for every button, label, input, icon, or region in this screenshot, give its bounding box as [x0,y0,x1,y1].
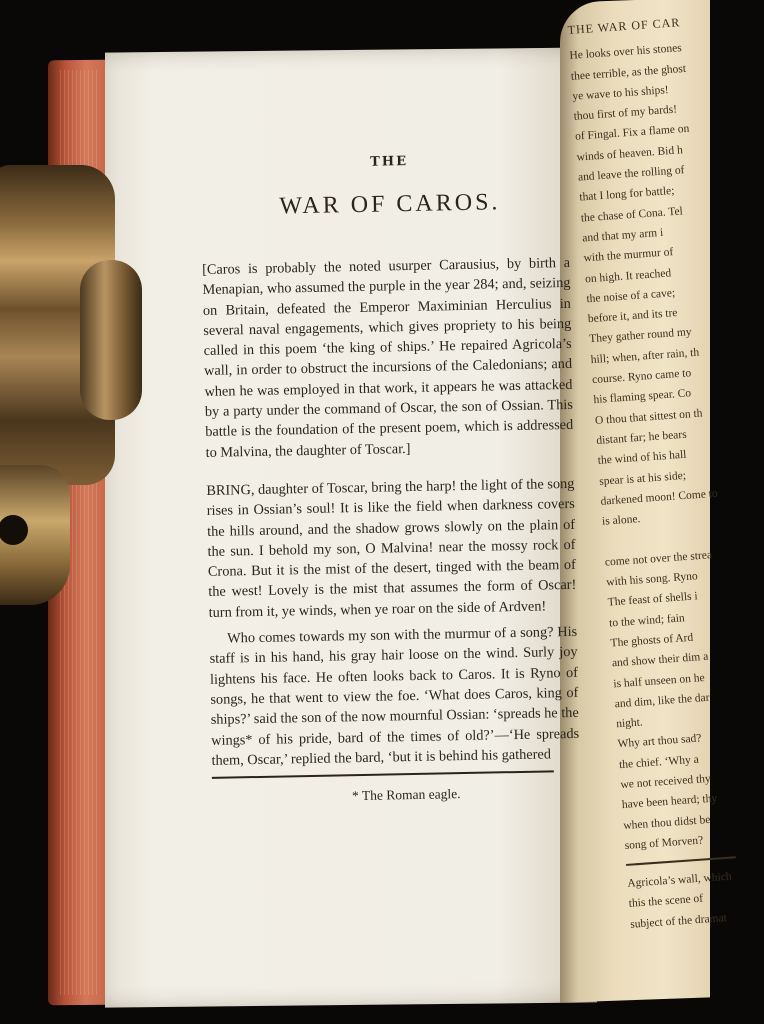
right-page-line: They gather round my [588,326,693,346]
right-page-line: thou first of my bards! [573,103,678,123]
right-page-line: is half unseen on he [613,671,705,690]
right-page-line: distant far; he bears [596,428,688,447]
right-page-line: spear is at his side; [598,469,687,488]
right-page-line: his flaming spear. Co [593,387,692,407]
right-page-line: the noise of a cave; [586,287,676,306]
heading-the: THE [370,154,409,170]
right-page-running-title: THE WAR OF CAR [567,15,681,37]
right-page-line: hill; when, after rain, th [590,346,700,366]
right-page-line: that I long for battle; [579,185,675,204]
clip-knob [80,260,142,420]
right-page-line: on high. It reached [584,266,672,285]
footnote: * The Roman eagle. [351,786,461,804]
right-page-line: and dim, like the dar [614,691,710,711]
right-page-line: of Fingal. Fix a flame on [574,123,690,144]
right-page-line: The feast of shells i [607,590,699,609]
right-page-line: with his song. Ryno [605,570,699,589]
intro-paragraph: [Caros is probably the noted usurper Carausius, by birth a Menapian, who assumed the purple in the year 284; and, seizing on Britain, defeated the Emperor Maximinian Herculius in several naval engagements, which gives propriety to his being called in this poem ‘the king of ships.’ He repaired Agricola’s wall, in order to obstruct the incursions of the Caledonians; and when he was employed in that work, it appears he was attacked by a party under the command of Oscar, the son of Ossian. This battle is the foundation of the present poem, which is addressed to Malvina, the daughter of Toscar.] [201,254,574,461]
right-page-line: O thou that sittest on th [594,407,703,427]
right-page-line: and show their dim a [611,650,709,670]
right-page-rule [626,856,736,866]
body-paragraph-1: BRING, daughter of Toscar, bring the harp! the light of the song rises in Ossian’s soul! It is like the field when darkness covers the hills around, and the shadow grows slowly on the plain of the sun. I behold my son, O Malvina! near the mossy rock of Crona. But it is the mist of the desert, tinged with the beam of the west! Lovely is the mist that assumes the form of Oscar! turn from it, ye winds, when ye roar on the side of Ardven! [206,475,577,621]
right-page-line: The ghosts of Ard [610,631,694,650]
right-page-line: with the murmur of [583,246,674,265]
right-page-line: this the scene of [628,893,704,911]
right-page-line: course. Ryno came to [591,367,692,387]
right-page-line: to the wind; fain [608,611,686,630]
right-page-line: the chase of Cona. Tel [580,205,684,225]
right-page-line: Agricola’s wall, which [627,870,733,891]
right-page-line: is alone. [601,513,641,528]
right-page-line: when thou didst be [622,813,711,832]
right-page-line: we not received thy [620,772,712,792]
right-page-line: the chief. ‘Why a [618,753,700,771]
brass-book-clip [0,165,150,605]
right-page-line: ye wave to his ships! [571,83,670,103]
right-page-line: the wind of his hall [597,448,687,468]
right-page-line: winds of heaven. Bid h [576,144,684,164]
right-page-line: subject of the dramat [629,911,728,931]
page-title: WAR OF CAROS. [279,189,501,220]
right-page-line: before it, and its tre [587,307,678,326]
right-page-line: and that my arm i [581,226,664,245]
footnote-rule [212,770,554,779]
right-page-line: have been heard; thy [621,792,718,812]
body-paragraph-2: Who comes towards my son with the murmur of a song? His staff is in his hand, his gray hair loose on the wind. Surly joy lightens his face. He often looks back to Caros. It is Ryno of songs, he that went to view the foe. ‘What does Caros, king of ships?’ said the son of the now mournful Ossian: ‘spreads he the wings* of his pride, bard of the times of old?’—‘He spreads them, Oscar,’ replied the bard, ‘but it is behind his gathered [209,623,580,769]
right-page-line: come not over the strea [604,548,713,569]
right-page-line: thee terrible, as the ghost [570,62,687,83]
right-page-line: song of Morven? [624,834,704,852]
right-page-line: darkened moon! Come to [600,487,719,508]
right-page-line: He looks over his stones [569,42,683,63]
right-page-line: night. [615,716,644,731]
right-page-line: and leave the rolling of [577,164,685,184]
left-page-text [200,151,580,807]
right-page-line: Why art thou sad? [617,732,702,751]
